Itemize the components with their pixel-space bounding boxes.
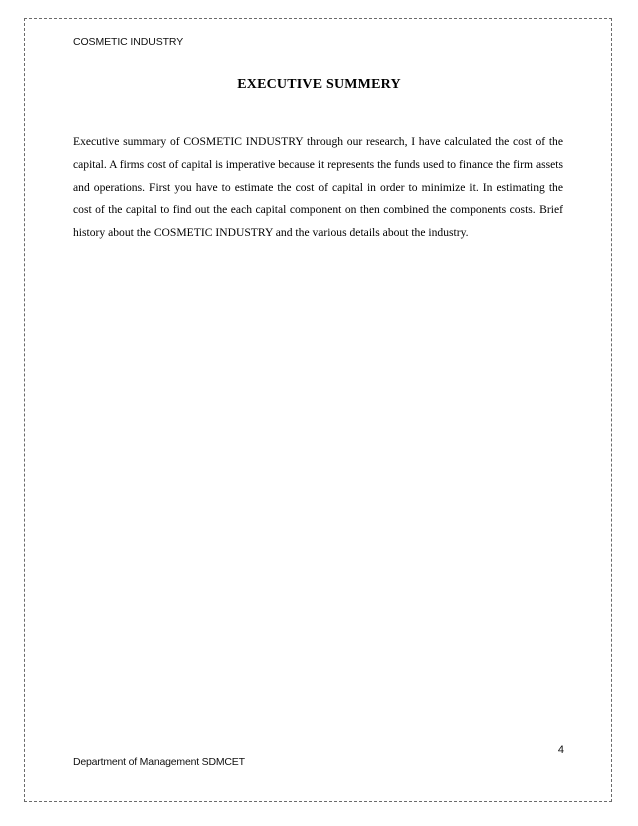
page-title: EXECUTIVE SUMMERY (237, 77, 401, 92)
footer-department: Department of Management SDMCET (73, 756, 245, 768)
summary-paragraph: Executive summary of COSMETIC INDUSTRY through our research, I have calculated the cost of the capital. A firms cost of capital is imperative because it represents the funds used to finance the firm assets and operations. First you have to estimate the cost of capital in order to minimize it. In estimating the cost of the capital to find out the each capital component on then combined the components costs. Brief history about the COSMETIC INDUSTRY and the various details about the industry. (73, 135, 563, 240)
page-number: 4 (557, 744, 564, 756)
running-header: COSMETIC INDUSTRY (73, 36, 184, 48)
